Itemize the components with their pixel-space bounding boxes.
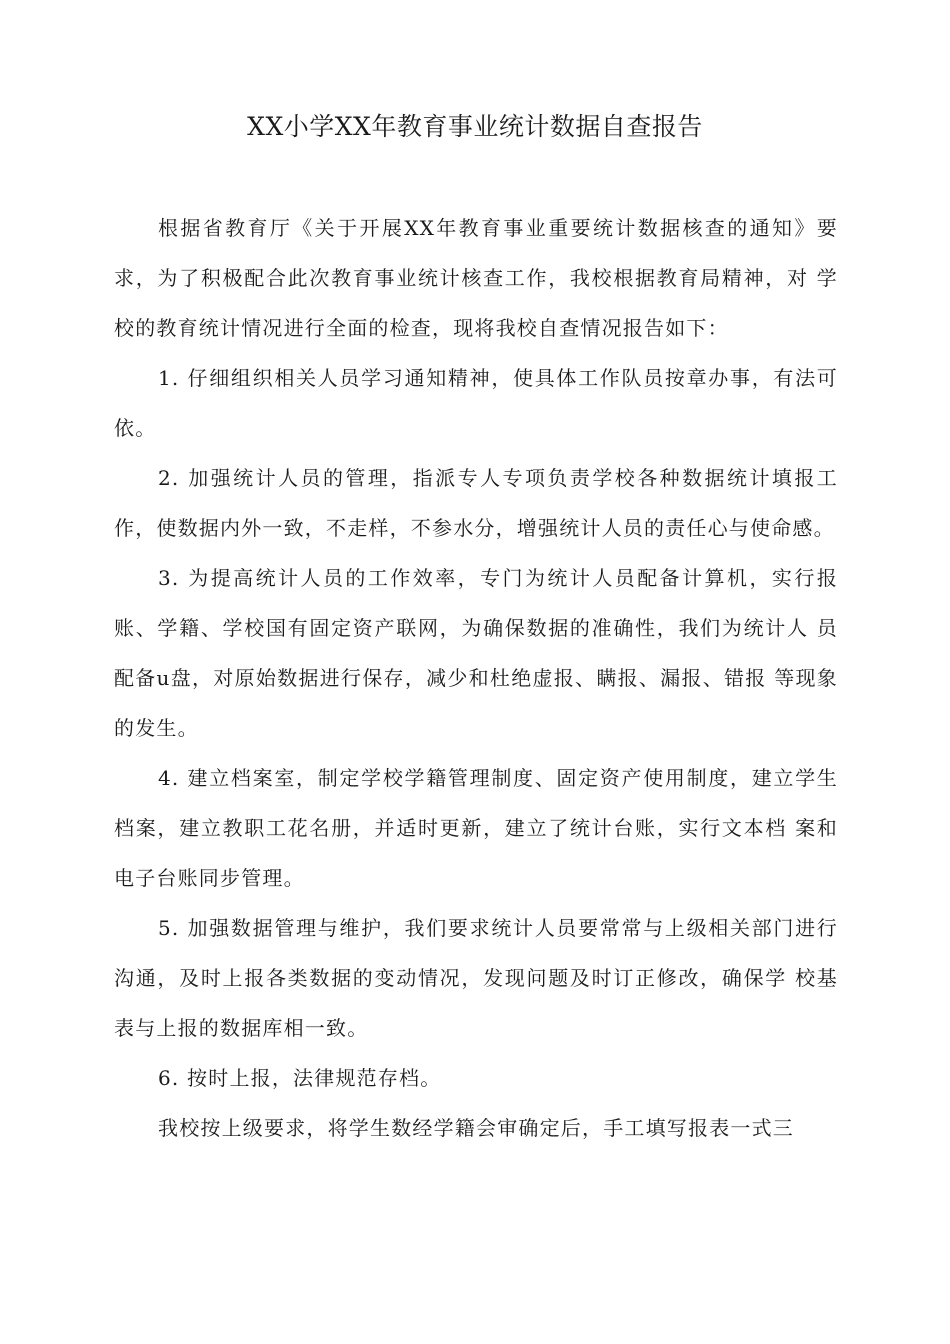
paragraph-closing: 我校按上级要求，将学生数经学籍会审确定后，手工填写报表一式三 — [158, 1116, 794, 1140]
paragraph-intro: 根据省教育厅《关于开展XX年教育事业重要统计数据核查的通知》要求，为了积极配合此次教育事业统计核查工作，我校根据教育局精神，对 学校的教育统计情况进行全面的检查，现将我校自查情况报告如下： — [114, 216, 838, 340]
paragraph-item-1: 1. 仔细组织相关人员学习通知精神，使具体工作队员按章办事，有法可依。 — [114, 366, 838, 440]
paragraph-item-3: 3. 为提高统计人员的工作效率，专门为统计人员配备计算机，实行报账、学籍、学校国有固定资产联网，为确保数据的准确性，我们为统计人 员配备u盘，对原始数据进行保存，减少和杜绝虚报、瞒报、漏报、错报 等现象的发生。 — [114, 566, 838, 740]
paragraph-item-4: 4. 建立档案室，制定学校学籍管理制度、固定资产使用制度，建立学生档案，建立教职工花名册，并适时更新，建立了统计台账，实行文本档 案和电子台账同步管理。 — [114, 766, 838, 890]
document-title: XX小学XX年教育事业统计数据自查报告 — [247, 112, 703, 141]
paragraph-item-6: 6. 按时上报，法律规范存档。 — [158, 1066, 442, 1090]
paragraph-item-2: 2. 加强统计人员的管理，指派专人专项负责学校各种数据统计填报工作，使数据内外一致，不走样，不参水分，增强统计人员的责任心与使命感。 — [114, 466, 838, 540]
paragraph-item-5: 5. 加强数据管理与维护，我们要求统计人员要常常与上级相关部门进行沟通，及时上报各类数据的变动情况，发现问题及时订正修改，确保学 校基表与上报的数据库相一致。 — [114, 916, 838, 1040]
document-body — [114, 203, 838, 1153]
